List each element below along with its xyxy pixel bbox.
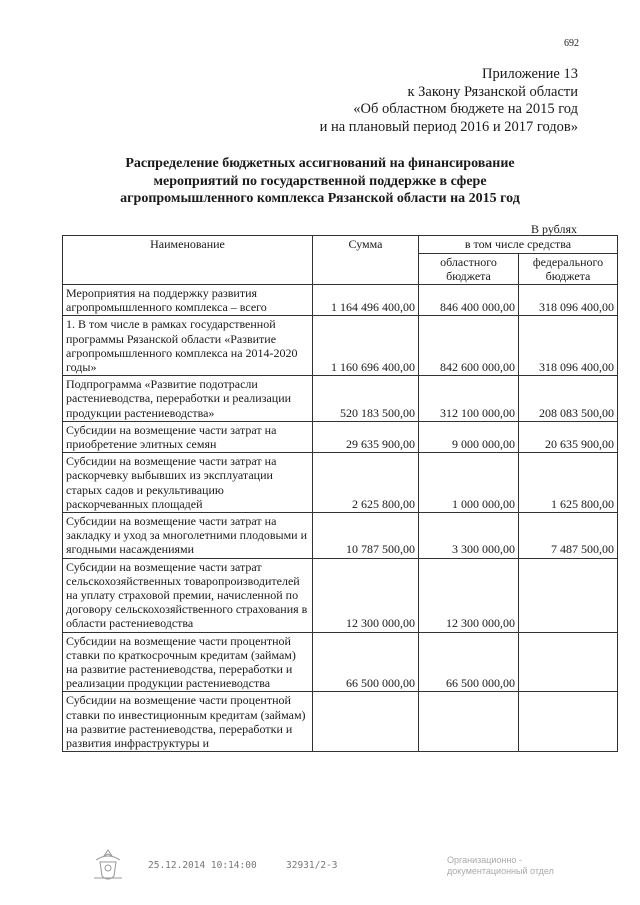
header-sum: Сумма	[313, 236, 419, 285]
row-regional: 1 000 000,00	[419, 453, 519, 513]
row-federal	[519, 692, 618, 752]
row-name: 1. В том числе в рамках государственной программы Рязанской области «Развитие агропромышленного комплекса на 2014-2020 годы»	[63, 316, 313, 376]
row-sum: 2 625 800,00	[313, 453, 419, 513]
row-regional: 66 500 000,00	[419, 632, 519, 692]
table-row	[63, 421, 618, 452]
table-row	[63, 453, 618, 513]
row-sum: 29 635 900,00	[313, 421, 419, 452]
table-row	[63, 692, 618, 752]
row-regional: 12 300 000,00	[419, 558, 519, 632]
appendix-block	[278, 66, 578, 136]
table-row	[63, 376, 618, 422]
title-line-2: мероприятий по государственной поддержке в сфере	[153, 173, 487, 189]
table-row	[63, 632, 618, 692]
header-row	[63, 236, 618, 254]
row-name: Субсидии на возмещение части процентной ставки по краткосрочным кредитам (займам) на развитие растениеводства, переработки и реализации продукции растениеводства	[63, 632, 313, 692]
row-name: Подпрограмма «Развитие подотрасли растениеводства, переработки и реализации продукции растениеводства»	[63, 376, 313, 422]
title-line-3: агропромышленного комплекса Рязанской области на 2015 год	[120, 191, 520, 206]
budget-table	[62, 235, 618, 752]
department-line-1: Организационно -	[447, 855, 522, 865]
header-regional: областного бюджета	[419, 253, 519, 284]
header-federal: федерального бюджета	[519, 253, 618, 284]
row-sum: 1 164 496 400,00	[313, 285, 419, 316]
page-number: 692	[564, 38, 579, 49]
row-regional: 846 400 000,00	[419, 285, 519, 316]
row-name: Субсидии на возмещение части затрат на раскорчевку выбывших из эксплуатации старых садов и рекультивацию раскорчеванных площадей	[63, 453, 313, 513]
table-row	[63, 285, 618, 316]
row-regional: 312 100 000,00	[419, 376, 519, 422]
row-regional: 3 300 000,00	[419, 513, 519, 559]
row-federal: 208 083 500,00	[519, 376, 618, 422]
appendix-line-1: Приложение 13	[482, 66, 578, 82]
row-regional: 9 000 000,00	[419, 421, 519, 452]
row-name: Мероприятия на поддержку развития агропромышленного комплекса – всего	[63, 285, 313, 316]
appendix-line-2: к Закону Рязанской области	[407, 83, 578, 100]
currency-note: В рублях	[530, 222, 577, 236]
header-including: в том числе средства	[419, 236, 618, 254]
table-row	[63, 513, 618, 559]
row-federal: 318 096 400,00	[519, 285, 618, 316]
row-federal: 318 096 400,00	[519, 316, 618, 376]
row-name: Субсидии на возмещение части затрат на закладку и уход за многолетними плодовыми и ягодными насаждениями	[63, 513, 313, 559]
appendix-line-4: и на плановый период 2016 и 2017 годов»	[319, 118, 578, 135]
table-row	[63, 316, 618, 376]
department-line-2: документационный отдел	[447, 865, 554, 876]
row-regional	[419, 692, 519, 752]
coat-of-arms-icon	[88, 848, 128, 889]
header-name: Наименование	[63, 236, 313, 285]
row-federal	[519, 558, 618, 632]
row-regional: 842 600 000,00	[419, 316, 519, 376]
row-name: Субсидии на возмещение части затрат сельскохозяйственных товаропроизводителей на уплату страховой премии, начисленной по договору сельскохозяйственного страхования в области растениеводства	[63, 558, 313, 632]
row-name: Субсидии на возмещение части затрат на приобретение элитных семян	[63, 421, 313, 452]
row-federal: 1 625 800,00	[519, 453, 618, 513]
row-sum	[313, 692, 419, 752]
row-name: Субсидии на возмещение части процентной ставки по инвестиционным кредитам (займам) на развитие растениеводства, переработки и развития инфраструктуры и	[63, 692, 313, 752]
row-federal: 20 635 900,00	[519, 421, 618, 452]
registration-code: 32931/2-3	[286, 860, 338, 871]
row-sum: 66 500 000,00	[313, 632, 419, 692]
row-sum: 10 787 500,00	[313, 513, 419, 559]
row-sum: 520 183 500,00	[313, 376, 419, 422]
row-federal: 7 487 500,00	[519, 513, 618, 559]
table-row	[63, 558, 618, 632]
row-federal	[519, 632, 618, 692]
appendix-line-3: «Об областном бюджете на 2015 год	[353, 101, 578, 117]
document-title	[85, 155, 555, 208]
row-sum: 12 300 000,00	[313, 558, 419, 632]
title-line-1: Распределение бюджетных ассигнований на финансирование	[125, 156, 515, 171]
row-sum: 1 160 696 400,00	[313, 316, 419, 376]
department-stamp	[447, 855, 554, 876]
registration-datetime: 25.12.2014 10:14:00	[148, 860, 257, 871]
